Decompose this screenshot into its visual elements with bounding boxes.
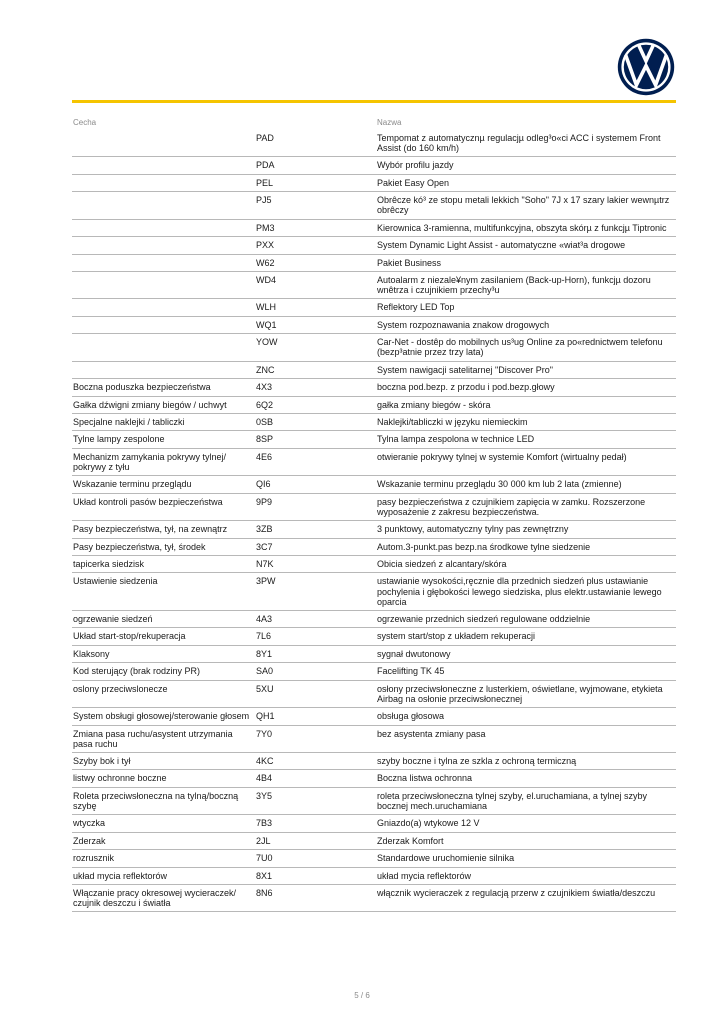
feature-cell: Specjalne naklejki / tabliczki xyxy=(72,414,255,431)
table-row xyxy=(72,521,676,538)
table-row xyxy=(72,431,676,448)
table-row xyxy=(72,414,676,431)
code-cell: 8N6 xyxy=(255,885,376,912)
code-cell: SA0 xyxy=(255,663,376,680)
feature-cell: Włączanie pracy okresowej wycieraczek/ czujnik deszczu i światła xyxy=(72,885,255,912)
table-row xyxy=(72,237,676,254)
table-row xyxy=(72,753,676,770)
code-cell: 7B3 xyxy=(255,815,376,832)
table-row xyxy=(72,832,676,849)
name-cell: Kierownica 3-ramienna, multifunkcyjna, obszyta skórµ z funkcjµ Tiptronic xyxy=(376,219,676,236)
name-cell: szyby boczne i tylna ze szkla z ochroną termiczną xyxy=(376,753,676,770)
feature-cell: Wskazanie terminu przeglądu xyxy=(72,476,255,493)
feature-cell: ogrzewanie siedzeń xyxy=(72,611,255,628)
feature-cell: rozrusznik xyxy=(72,850,255,867)
name-cell: gałka zmiany biegów - skóra xyxy=(376,396,676,413)
feature-cell: Układ start-stop/rekuperacja xyxy=(72,628,255,645)
feature-cell xyxy=(72,361,255,378)
feature-cell xyxy=(72,254,255,271)
column-header-name: Nazwa xyxy=(377,118,402,127)
feature-cell: System obsługi głosowej/sterowanie głosem xyxy=(72,708,255,725)
name-cell: Car-Net - dostêp do mobilnych us³ug Online za po«rednictwem telefonu (bezp³atnie przez trzy lata) xyxy=(376,334,676,361)
code-cell: 4KC xyxy=(255,753,376,770)
feature-cell: tapicerka siedzisk xyxy=(72,556,255,573)
code-cell: 3Y5 xyxy=(255,787,376,814)
name-cell: system start/stop z układem rekuperacji xyxy=(376,628,676,645)
table-row xyxy=(72,157,676,174)
table-row xyxy=(72,219,676,236)
table-row xyxy=(72,316,676,333)
code-cell: PEL xyxy=(255,174,376,191)
feature-cell: oslony przeciwslonecze xyxy=(72,680,255,707)
table-row xyxy=(72,192,676,219)
code-cell: 4E6 xyxy=(255,448,376,475)
name-cell: Pakiet Easy Open xyxy=(376,174,676,191)
name-cell: Autom.3-punkt.pas bezp.na środkowe tylne siedzenie xyxy=(376,538,676,555)
feature-cell: Gałka dźwigni zmiany biegów / uchwyt xyxy=(72,396,255,413)
code-cell: PM3 xyxy=(255,219,376,236)
code-cell: WLH xyxy=(255,299,376,316)
name-cell: Obicia siedzeń z alcantary/skóra xyxy=(376,556,676,573)
code-cell: 6Q2 xyxy=(255,396,376,413)
name-cell: Facelifting TK 45 xyxy=(376,663,676,680)
name-cell: Gniazdo(a) wtykowe 12 V xyxy=(376,815,676,832)
name-cell: roleta przeciwsłoneczna tylnej szyby, el.uruchamiana, a tylnej szyby bocznej mech.uruchamiana xyxy=(376,787,676,814)
feature-cell: Kod sterujący (brak rodziny PR) xyxy=(72,663,255,680)
name-cell: ogrzewanie przednich siedzeń regulowane oddzielnie xyxy=(376,611,676,628)
feature-cell xyxy=(72,272,255,299)
name-cell: sygnał dwutonowy xyxy=(376,645,676,662)
code-cell: 3ZB xyxy=(255,521,376,538)
feature-cell xyxy=(72,334,255,361)
name-cell: System rozpoznawania znakow drogowych xyxy=(376,316,676,333)
code-cell: PAD xyxy=(255,130,376,157)
feature-cell: Szyby bok i tył xyxy=(72,753,255,770)
name-cell: System nawigacji satelitarnej "Discover Pro" xyxy=(376,361,676,378)
name-cell: włącznik wycieraczek z regulacją przerw z czujnikiem światła/deszczu xyxy=(376,885,676,912)
table-row xyxy=(72,272,676,299)
feature-cell: Zderzak xyxy=(72,832,255,849)
table-row xyxy=(72,493,676,520)
code-cell: 2JL xyxy=(255,832,376,849)
code-cell: 7L6 xyxy=(255,628,376,645)
name-cell: Tylna lampa zespolona w technice LED xyxy=(376,431,676,448)
table-row xyxy=(72,448,676,475)
name-cell: Zderzak Komfort xyxy=(376,832,676,849)
code-cell: 4B4 xyxy=(255,770,376,787)
table-row xyxy=(72,611,676,628)
feature-cell xyxy=(72,219,255,236)
code-cell: QI6 xyxy=(255,476,376,493)
feature-cell: Zmiana pasa ruchu/asystent utrzymania pasa ruchu xyxy=(72,725,255,752)
code-cell: 8Y1 xyxy=(255,645,376,662)
code-cell: N7K xyxy=(255,556,376,573)
name-cell: boczna pod.bezp. z przodu i pod.bezp.głowy xyxy=(376,379,676,396)
table-row xyxy=(72,538,676,555)
code-cell: 8X1 xyxy=(255,867,376,884)
table-row xyxy=(72,254,676,271)
code-cell: WQ1 xyxy=(255,316,376,333)
table-row xyxy=(72,130,676,157)
code-cell: PXX xyxy=(255,237,376,254)
name-cell: ustawianie wysokości,ręcznie dla przednich siedzeń plus ustawianie pochylenia i głębokości lewego siedziska, plus elektr.ustawianie lewego oparcia xyxy=(376,573,676,611)
code-cell: 7U0 xyxy=(255,850,376,867)
name-cell: Wskazanie terminu przeglądu 30 000 km lub 2 lata (zmienne) xyxy=(376,476,676,493)
code-cell: PDA xyxy=(255,157,376,174)
feature-cell xyxy=(72,130,255,157)
name-cell: Pakiet Business xyxy=(376,254,676,271)
name-cell: 3 punktowy, automatyczny tylny pas zewnętrzny xyxy=(376,521,676,538)
name-cell: otwieranie pokrywy tylnej w systemie Komfort (wirtualny pedał) xyxy=(376,448,676,475)
feature-cell: Klaksony xyxy=(72,645,255,662)
code-cell: 3C7 xyxy=(255,538,376,555)
table-row xyxy=(72,815,676,832)
feature-cell xyxy=(72,316,255,333)
name-cell: układ mycia reflektorów xyxy=(376,867,676,884)
name-cell: Standardowe uruchomienie silnika xyxy=(376,850,676,867)
feature-cell: Pasy bezpieczeństwa, tył, środek xyxy=(72,538,255,555)
feature-cell: Tylne lampy zespolone xyxy=(72,431,255,448)
name-cell: System Dynamic Light Assist - automatyczne «wiat³a drogowe xyxy=(376,237,676,254)
table-row xyxy=(72,334,676,361)
name-cell: Tempomat z automatycznµ regulacjµ odleg³o«ci ACC i systemem Front Assist (do 160 km/h) xyxy=(376,130,676,157)
name-cell: Boczna listwa ochronna xyxy=(376,770,676,787)
code-cell: ZNC xyxy=(255,361,376,378)
name-cell: Naklejki/tabliczki w języku niemieckim xyxy=(376,414,676,431)
table-row xyxy=(72,787,676,814)
table-row xyxy=(72,645,676,662)
code-cell: W62 xyxy=(255,254,376,271)
page-number: 5 / 6 xyxy=(354,991,370,1000)
code-cell: 8SP xyxy=(255,431,376,448)
name-cell: Obrêcze kó³ ze stopu metali lekkich "Soho" 7J x 17 szary lakier wewnµtrz obrêczy xyxy=(376,192,676,219)
table-row xyxy=(72,476,676,493)
table-row xyxy=(72,725,676,752)
table-row xyxy=(72,770,676,787)
code-cell: 7Y0 xyxy=(255,725,376,752)
feature-cell: Ustawienie siedzenia xyxy=(72,573,255,611)
feature-cell xyxy=(72,157,255,174)
code-cell: WD4 xyxy=(255,272,376,299)
table-row xyxy=(72,867,676,884)
name-cell: Wybór profilu jazdy xyxy=(376,157,676,174)
feature-cell: listwy ochronne boczne xyxy=(72,770,255,787)
code-cell: 4A3 xyxy=(255,611,376,628)
table-row xyxy=(72,299,676,316)
feature-cell: Roleta przeciwsłoneczna na tylną/boczną szybę xyxy=(72,787,255,814)
name-cell: obsługa głosowa xyxy=(376,708,676,725)
code-cell: 9P9 xyxy=(255,493,376,520)
feature-cell xyxy=(72,192,255,219)
code-cell: 3PW xyxy=(255,573,376,611)
column-header-feature: Cecha xyxy=(73,118,97,127)
table-row xyxy=(72,850,676,867)
table-row xyxy=(72,680,676,707)
feature-cell: Boczna poduszka bezpieczeństwa xyxy=(72,379,255,396)
feature-cell xyxy=(72,299,255,316)
vw-logo-icon xyxy=(616,37,676,97)
name-cell: Reflektory LED Top xyxy=(376,299,676,316)
feature-cell: Układ kontroli pasów bezpieczeństwa xyxy=(72,493,255,520)
table-row xyxy=(72,396,676,413)
code-cell: 0SB xyxy=(255,414,376,431)
feature-cell: Mechanizm zamykania pokrywy tylnej/ pokrywy z tyłu xyxy=(72,448,255,475)
name-cell: osłony przeciwsłoneczne z lusterkiem, oświetlane, wyjmowane, etykieta Airbag na osłonie przeciwsłonecznej xyxy=(376,680,676,707)
table-row xyxy=(72,573,676,611)
table-row xyxy=(72,379,676,396)
code-cell: 4X3 xyxy=(255,379,376,396)
code-cell: 5XU xyxy=(255,680,376,707)
table-row xyxy=(72,708,676,725)
code-cell: YOW xyxy=(255,334,376,361)
feature-cell: Pasy bezpieczeństwa, tył, na zewnątrz xyxy=(72,521,255,538)
table-row xyxy=(72,885,676,912)
table-row xyxy=(72,361,676,378)
feature-cell xyxy=(72,237,255,254)
name-cell: Autoalarm z niezale¥nym zasilaniem (Back-up-Horn), funkcjµ dozoru wnêtrza i czujnikiem przechy³u xyxy=(376,272,676,299)
table-row xyxy=(72,628,676,645)
table-row xyxy=(72,174,676,191)
feature-cell: wtyczka xyxy=(72,815,255,832)
name-cell: pasy bezpieczeństwa z czujnikiem zapięcia w zamku. Rozszerzone wyposażenie z zakresu bezpieczeństwa. xyxy=(376,493,676,520)
code-cell: PJ5 xyxy=(255,192,376,219)
code-cell: QH1 xyxy=(255,708,376,725)
name-cell: bez asystenta zmiany pasa xyxy=(376,725,676,752)
feature-cell: układ mycia reflektorów xyxy=(72,867,255,884)
table-row xyxy=(72,663,676,680)
equipment-table xyxy=(72,130,676,912)
header-accent-rule xyxy=(72,100,676,103)
table-row xyxy=(72,556,676,573)
feature-cell xyxy=(72,174,255,191)
